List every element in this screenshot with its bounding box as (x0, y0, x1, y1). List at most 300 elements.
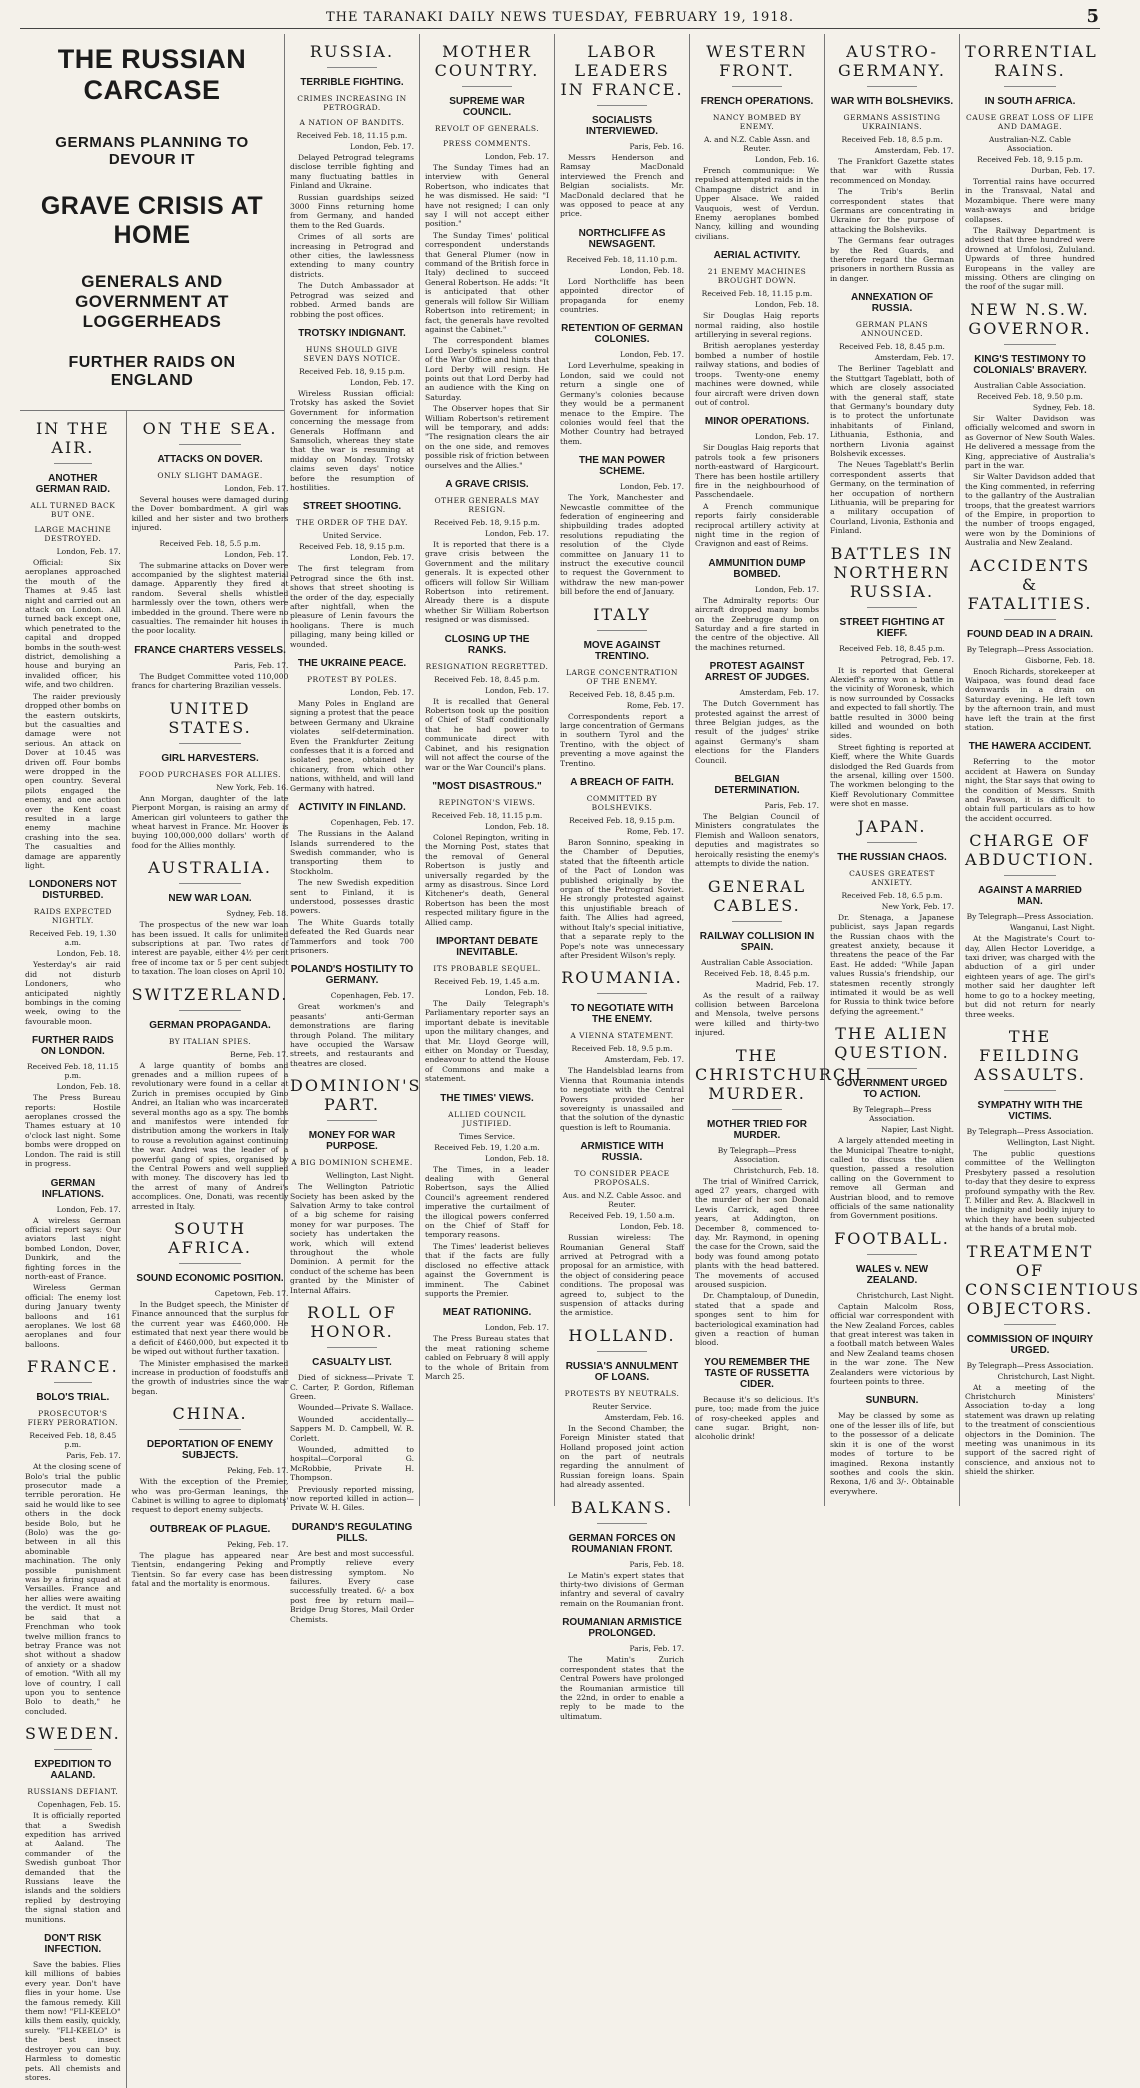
dateline: London, Feb. 18. (485, 821, 549, 831)
columns-area (20, 34, 1140, 2082)
subheading: REPINGTON'S VIEWS. (438, 797, 536, 807)
section-title: ROUMANIA. (561, 968, 683, 988)
article (830, 1024, 954, 1221)
paragraph: It is recalled that General Robertson took up the position of Chief of Staff conditionally that he had power to communicate direct with Cabinet, and his resignation will not affect the course of the war or the War Council's plans. (425, 696, 549, 772)
dateline: London, Feb. 17. (224, 549, 289, 559)
dateline: Rome, Feb. 17. (626, 700, 684, 710)
paragraph: The first telegram from Petrograd since the 6th inst. shows that street shooting is the order of the day, especially after nightfall, when the pleasure of Lenin favours the hooligans. There is much pillaging, many being killed or wounded. (290, 564, 414, 649)
paragraph: Great workmen's and peasants' anti-German demonstrations are flaring through Poland. The military have occupied the Warsaw streets, and restaurants and theatres are closed. (290, 1002, 414, 1068)
column-6 (690, 34, 864, 1506)
dateline: By Telegraph—Press Association. (966, 644, 1094, 654)
article (290, 501, 414, 649)
subheading: THE TIMES' VIEWS. (440, 1092, 534, 1104)
paragraph: Wounded accidentally—Sappers M. D. Campbell, W. R. Corlett. (290, 1414, 414, 1443)
dateline: Peking, Feb. 17. (227, 1466, 289, 1476)
section-title: THE ALIEN QUESTION. (834, 1024, 950, 1063)
paragraph: The new Swedish expedition sent to Finland, it is understood, possesses drastic powers. (290, 878, 414, 916)
divider (54, 1382, 92, 1383)
paragraph: The Dutch Government has protested against the arrest of three Belgian judges, as the result of the judges' strike against Germany's sham elections for the Flanders Council. (695, 699, 819, 765)
dateline: London, Feb. 18. (620, 265, 684, 275)
article (560, 228, 684, 315)
divider (867, 1254, 917, 1255)
subheading: MINOR OPERATIONS. (704, 416, 810, 428)
subheading: A NATION OF BANDITS. (299, 118, 405, 127)
subheading: HUNS SHOULD GIVE SEVEN DAYS NOTICE. (303, 344, 401, 363)
section-title: BATTLES IN NORTHERN RUSSIA. (830, 543, 954, 601)
article (560, 968, 684, 1132)
subheading: NORTHCLIFFE AS NEWSAGENT. (578, 227, 666, 250)
subheading: STREET SHOOTING. (302, 501, 402, 513)
subheading: DEPORTATION OF ENEMY SUBJECTS. (146, 1439, 274, 1462)
column-1 (20, 411, 127, 2088)
dateline: Australian Cable Association. (701, 957, 813, 967)
paragraph: The prospectus of the new war loan has been issued. It calls for unlimited subscriptions at par. Two rates of interest are payable, either 4½ per cent free of income tax or 5 per cent subject to taxation. The loan closes on April 10. (131, 920, 289, 977)
dateline: London, Feb. 17. (485, 152, 549, 161)
headline-generals-government: GENERALS AND GOVERNMENT AT LOGGERHEADS (75, 272, 229, 331)
subheading: OUTBREAK OF PLAGUE. (149, 1523, 271, 1535)
dateline: Received Feb. 18, 11.10 p.m. (566, 254, 678, 264)
paragraph: Previously reported missing, now reported killed in action—Private W. H. Giles. (290, 1484, 414, 1513)
subheading: FURTHER RAIDS ON LONDON. (31, 1035, 114, 1058)
dateline: Paris, Feb. 17. (764, 801, 819, 811)
paragraph: The Neues Tageblatt's Berlin correspondent asserts that Germany, on the termination of her occupation of northern Lithuania, will be preparing for a military occupation of Courland, Livonia, Esthonia and Finland. (830, 460, 954, 536)
paragraph: May be classed by some as one of the lesser ills of life, but to the possessor of a delicate skin it is one of the worst modes of torture to be imagined. Rexona instantly soothes and cools the skin. Rexona, 1/6 and 3/-. Obtainable everywhere. (830, 1411, 954, 1496)
article (965, 556, 1095, 733)
dateline: London, Feb. 17. (224, 484, 289, 493)
paragraph: Russian wireless: The Roumanian General Staff arrived at Petrograd with a proposal for an armistice, with the object of considering peace conditions. The proposal was agreed to, subject to the suspension of attacks during the armistice. (560, 1233, 684, 1318)
subheading: PROTEST BY POLES. (307, 675, 397, 685)
subheading: GERMANS ASSISTING UKRAINIANS. (843, 113, 941, 131)
paragraph: Colonel Repington, writing in the Morning Post, states that the removal of General Robertson is justly and universally regarded by the army as disastrous. Since Lord Kitchener's death, General Robertson has been the most respected military figure in the Allied camp. (425, 832, 549, 927)
dateline: Rome, Feb. 17. (626, 827, 684, 837)
lead-block (20, 34, 289, 2082)
paragraph: The Press Bureau states that the meat rationing scheme cabled on February 8 will apply to the whole of Britain from March 25. (425, 1334, 549, 1381)
subheading: CASUALTY LIST. (312, 1357, 392, 1369)
dateline: Received Feb. 19, 1.20 a.m. (434, 1142, 540, 1152)
divider (54, 463, 92, 464)
subheading: PROTESTS BY NEUTRALS. (564, 1388, 680, 1398)
dateline: Durban, Feb. 17. (1030, 166, 1095, 175)
paragraph: In the Second Chamber, the Foreign Minister stated that Holland proposed joint action on the part of neutrals regarding the annulment of Russian foreign loans. Spain had already assented. (560, 1423, 684, 1490)
article (25, 419, 121, 870)
section-title: NEW N.S.W. GOVERNOR. (968, 299, 1092, 338)
dateline: Received Feb. 18, 8.45 p.m. (569, 689, 675, 699)
section-title: SWITZERLAND. (131, 984, 289, 1004)
divider (597, 1523, 647, 1524)
section-title: JAPAN. (857, 816, 927, 836)
section-title: HOLLAND. (568, 1325, 676, 1345)
dateline: New York, Feb. 16. (216, 782, 289, 792)
dateline: London, Feb. 18. (56, 949, 121, 959)
paragraph: Le Matin's expert states that thirty-two divisions of German infantry and several of cavalry remain on the Roumanian front. (560, 1570, 684, 1608)
divider (462, 86, 512, 87)
subheading: TERRIBLE FIGHTING. (300, 77, 404, 88)
paragraph: Died of sickness—Private T. C. Carter, P. Gordon, Rifleman Green. (290, 1373, 414, 1401)
article (290, 1303, 414, 1513)
subheading: REVOLT OF GENERALS. (434, 124, 540, 133)
subheading: A BREACH OF FAITH. (570, 777, 674, 789)
paragraph: Crimes of all sorts are increasing in Petrograd and other cities, the lawlessness extending to many country districts. (290, 232, 414, 279)
article (965, 831, 1095, 1019)
divider (327, 67, 377, 68)
section-title: SWEDEN. (25, 1724, 121, 1744)
article (132, 1219, 289, 1396)
dateline: Wellington, Last Night. (325, 1171, 414, 1181)
dateline: Received Feb. 18, 8.45 p.m. (704, 968, 810, 978)
article (965, 300, 1095, 548)
article (25, 1724, 121, 1924)
dateline: Received Feb. 18, 8.45 p.m. (29, 1431, 117, 1450)
dateline: London, Feb. 18. (485, 987, 549, 997)
subheading: ALLIED COUNCIL JUSTIFIED. (448, 1109, 526, 1128)
headline-germans-planning: GERMANS PLANNING TO DEVOUR IT (55, 134, 249, 168)
subheading: RETENTION OF GERMAN COLONIES. (561, 323, 683, 346)
paragraph: The Berliner Tageblatt and the Stuttgart Tageblatt, both of which are closely associated with the general staff, state that Germany's boundary duty is to protect the unfortunate inhabitants of Finland, Lithuania, Esthonia, and northern Livonia against Bolshevik excesses. (830, 364, 954, 458)
article (830, 292, 954, 535)
article (830, 1395, 954, 1496)
lead-headlines (20, 34, 284, 410)
subheading: FOUND DEAD IN A DRAIN. (967, 628, 1093, 640)
dateline: Australian-N.Z. Cable Association. (989, 135, 1071, 153)
paragraph: The Germans fear outrages by the Red Guards, and therefore regard the German prisoners in northern Russia as in danger. (830, 236, 954, 283)
dateline: London, Feb. 17. (620, 482, 684, 492)
dateline: London, Feb. 17. (350, 688, 414, 698)
paragraph: At the closing scene of Bolo's trial the public prosecutor made a terrible peroration. He said he would like to see others in the dock beside Bolo, but he (Bolo) was the go-between in all this abominable machination. The only possible punishment was by a firing squad at Versailles. France and her allies were awaiting the verdict. It must not be said that a Frenchman who took twelve million francs to betray France was not shot without a shadow of anxiety or a shadow of emotion. "With all my love of country, I call upon you to sentence Bolo to death," he concluded. (25, 1462, 121, 1716)
headline-russian-carcase: THE RUSSIAN CARCASE (57, 44, 247, 105)
subheading: CAUSES GREATEST ANXIETY. (849, 868, 935, 887)
article (25, 879, 121, 1026)
section-title: THE FEILDING ASSAULTS. (974, 1026, 1086, 1084)
subheading: MOTHER TRIED FOR MURDER. (707, 1118, 807, 1141)
paragraph: Wounded, admitted to hospital—Corporal G. McRobbie, Private H. Thompson. (290, 1444, 414, 1483)
subheading: PROSECUTOR'S FIERY PERORATION. (27, 1409, 119, 1428)
paragraph: The public questions committee of the Wellington Presbytery passed a resolution to-day that they desire to express profound sympathy with the Rev. T. Miller and Rev. A. Blackwell in the indignity and bodily injury to which they have been subjected at the hands of a brutal mob. (965, 1148, 1095, 1234)
paragraph: British aeroplanes yesterday bombed a number of hostile railway stations, and bodies of troops. Twenty-one enemy machines were downed, while four aircraft were driven down out of control. (695, 341, 819, 407)
subheading: A GRAVE CRISIS. (445, 479, 529, 490)
paragraph: The Handelsblad learns from Vienna that Roumania intends to negotiate with the Central Powers provided her sovereignty is unassailed and that the solution of the dynastic question is left to Roumania. (560, 1066, 684, 1132)
paragraph: A French communique reports fairly considerable reciprocal artillery activity at night time in the region of Cravignon and east of Reims. (695, 501, 819, 549)
article (695, 250, 819, 407)
divider (867, 86, 917, 87)
paragraph: It is officially reported that a Swedish expedition has arrived at Aaland. The commander of the Swedish gunboat Thor demanded that the Russians leave the islands and the soldiers replied by destroying the signal station and munitions. (25, 1811, 121, 1924)
subheading: AERIAL ACTIVITY. (713, 250, 801, 262)
divider (327, 1120, 377, 1121)
subheading: ACTIVITY IN FINLAND. (298, 802, 406, 814)
dateline: By Telegraph—Press Association. (717, 1145, 797, 1164)
divider (867, 842, 917, 843)
article (965, 1241, 1140, 1477)
dateline: New York, Feb. 17. (881, 901, 954, 911)
dateline: Copenhagen, Feb. 15. (37, 1800, 121, 1810)
divider (179, 444, 242, 445)
dateline: Received Feb. 18, 11.15 p.m. (701, 289, 813, 299)
article (695, 661, 819, 765)
subheading: PRESS COMMENTS. (443, 139, 531, 148)
paragraph: The Budget Committee voted 110,000 francs for chartering Brazilian vessels. (131, 671, 289, 691)
article (830, 817, 954, 1016)
page-number: 5 (1086, 6, 1100, 27)
subheading: ONLY SLIGHT DAMAGE. (157, 471, 263, 480)
subheading: ARMISTICE WITH RUSSIA. (580, 1141, 664, 1164)
column-2 (127, 411, 294, 2088)
subheading: RESIGNATION REGRETTED. (425, 661, 549, 671)
paragraph: Delayed Petrograd telegrams disclose terrible fighting and many fluctuating battles in Finland and Ukraine. (290, 153, 414, 191)
dateline: Petrograd, Feb. 17. (880, 654, 954, 664)
article (132, 1404, 289, 1515)
dateline: Peking, Feb. 17. (227, 1539, 289, 1549)
section-title: DOMINION'S PART. (290, 1076, 422, 1115)
paragraph: The Daily Telegraph's Parliamentary reporter says an important debate is inevitable upon the military changes, and that Mr. Lloyd George will, either on Monday or Tuesday, endeavour to attend the House of Commons and make a statement. (425, 998, 549, 1084)
paragraph: The Press Bureau reports: Hostile aeroplanes crossed the Thames estuary at 10 o'clock last night. Some bombs were dropped on London. The raid is still in progress. (25, 1093, 121, 1169)
section-title: CHINA. (172, 1404, 248, 1424)
paragraph: The Times, in a leader dealing with General Robertson, says the Allied Council's agreement rendered imperative the curtailment of the illogical powers conferred on the Chief of Staff for temporary reasons. (425, 1164, 549, 1240)
dateline: London, Feb. 17. (485, 685, 549, 695)
paragraph: Save the babies. Flies kill millions of babies every year. Don't have flies in your home. Use the famous remedy. Kill them now! "FLI-KEELO" kills them easily, quickly, surely. "FLI-KEELO" is the best insect destroyer you can buy. Harmless to domestic pets. All chemists and stores. (25, 1960, 121, 2082)
paragraph: A largely attended meeting in the Municipal Theatre to-night, called to discuss the alien question, passed a resolution calling on the Government to remove all German and Austrian blood, and to remove officials of the same nationality from Government positions. (830, 1136, 954, 1221)
dateline: Received Feb. 18, 9.15 p.m. (299, 542, 405, 552)
paragraph: The Minister emphasised the marked increase in production of foodstuffs and the growth of industries since the war began. (131, 1358, 289, 1396)
subheading: BELGIAN DETERMINATION. (714, 774, 800, 797)
dateline: Amsterdam, Feb. 16. (604, 1412, 684, 1422)
column-4 (420, 34, 555, 1506)
article (425, 634, 549, 772)
divider (327, 1347, 377, 1348)
dateline: Received Feb. 18, 11.15 p.m. (27, 1062, 119, 1081)
dateline: Received Feb. 18, 8.45 p.m. (434, 674, 540, 684)
dateline: London, Feb. 17. (350, 553, 414, 563)
dateline: London, Feb. 17. (620, 350, 684, 360)
dateline: Received Feb. 18, 9.50 p.m. (977, 391, 1083, 401)
dateline: Berne, Feb. 17. (230, 1049, 289, 1059)
article (425, 479, 549, 625)
article (290, 42, 414, 319)
subheading: THE HAWERA ACCIDENT. (968, 741, 1092, 753)
dateline: London, Feb. 17. (755, 432, 819, 442)
subheading: STREET FIGHTING AT KIEFF. (839, 616, 945, 639)
section-title: WESTERN FRONT. (706, 42, 808, 80)
divider (179, 1010, 242, 1011)
paragraph: Captain Malcolm Ross, official war correspondent with the New Zealand Forces, cables that great interest was taken in a football match between Wales and New Zealand teams chosen in the war zone. The New Zealanders were victorious by fourteen points to three. (830, 1301, 954, 1387)
section-title: ITALY (593, 604, 651, 624)
paragraph: Enoch Richards, storekeeper at Waipaoa, was found dead face downwards in a drain on Saturday evening. He left town by the afternoon train, and must have left the train at the first station. (965, 666, 1095, 732)
divider (732, 1109, 782, 1110)
subheading: FRENCH OPERATIONS. (700, 96, 814, 107)
subheading: GERMAN PLANS ANNOUNCED. (855, 320, 929, 339)
dateline: By Telegraph—Press Association. (852, 1105, 932, 1124)
paragraph: With the exception of the Premier, who was pro-German leanings, the Cabinet is willing to agree to diplomats' request to deport enemy subjects. (131, 1477, 289, 1515)
dateline: Received Feb. 19, 1.45 a.m. (434, 976, 540, 986)
paragraph: In the Budget speech, the Minister of Finance announced that the surplus for the current year was £460,000. He estimated that next year there would be a deficit of £460,000, but expected it to be wiped out without further taxation. (131, 1300, 289, 1357)
paragraph: It is reported that there is a grave crisis between the Government and the military generals. It is expected other officers will follow Sir William Robertson into retirement. Already there is a dispute whether Sir William Robertson resigned or was dismissed. (425, 540, 549, 625)
subheading: EXPEDITION TO AALAND. (34, 1759, 112, 1782)
column-3 (285, 34, 422, 1624)
dateline: Paris, Feb. 17. (629, 1644, 684, 1654)
divider (179, 883, 242, 884)
dateline: London, Feb. 18. (56, 1082, 121, 1092)
subheading: TROTSKY INDIGNANT. (298, 327, 406, 339)
paragraph: The raider previously dropped other bombs on the eastern outskirts, but the casualties and damage were not serious. An attack on Dover at 10.45 was driven off. Four bombs were dropped in the open country. Several pilots engaged the enemy, and one action over the Kent coast resulted in a large enemy machine crashing into the sea. The casualties and damage are apparently light. (25, 691, 121, 870)
article (425, 1093, 549, 1299)
article (25, 1035, 121, 1168)
subheading: MONEY FOR WAR PURPOSE. (308, 1130, 396, 1153)
dateline: United Service. (322, 531, 382, 541)
article (132, 858, 289, 976)
section-title: SOUTH AFRICA. (168, 1219, 252, 1258)
article (290, 802, 414, 955)
paragraph: The Railway Department is advised that three hundred were drowned at Umfolosi, Zululand. Upwards of three hundred Europeans in the valley are missing. Others are clinging on the roof of the sugar mill. (965, 226, 1095, 292)
dateline: Received Feb. 19, 1.50 a.m. (569, 1211, 675, 1221)
subheading: RUSSIANS DEFIANT. (27, 1787, 119, 1797)
dateline: Paris, Feb. 17. (233, 660, 289, 670)
paragraph: Sir Walter Davidson was officially welcomed and sworn in as Governor of New South Wales. He delivered a message from the King, appreciative of Australia's part in the war. (965, 413, 1095, 470)
subheading: RUSSIA'S ANNULMENT OF LOANS. (565, 1360, 679, 1383)
paragraph: The Times' leaderist believes that if the facts are fully disclosed no effective attack against the Government is imminent. The Cabinet supports the Premier. (425, 1241, 549, 1298)
dateline: London, Feb. 17. (485, 1323, 549, 1333)
paragraph: Wireless German official: The enemy lost during January twenty balloons and 161 aeroplanes. We lost 68 aeroplanes and four balloons. (25, 1283, 121, 1349)
dateline: London, Feb. 18. (485, 1153, 549, 1163)
dateline: A. and N.Z. Cable Assn. and Reuter. (703, 135, 811, 153)
subheading: TO CONSIDER PEACE PROPOSALS. (574, 1169, 670, 1188)
paragraph: Torrential rains have occurred in the Transvaal, Natal and Mozambique. There were many wash-aways and bridge collapses. (965, 177, 1095, 224)
dateline: Received Feb. 18, 9.15 p.m. (977, 155, 1083, 164)
subheading: COMMITTED BY BOLSHEVIKS. (586, 794, 658, 813)
article (425, 1307, 549, 1381)
paragraph: The Wellington Patriotic Society has been asked by the Salvation Army to take control of a big scheme for raising money for war purposes. The society has undertaken the work, which will extend throughout the whole Dominion. A permit for the conduct of the scheme has been granted by the Minister of Internal Affairs. (290, 1182, 414, 1295)
dateline: London, Feb. 17. (350, 142, 414, 151)
article (695, 774, 819, 868)
subheading: A BIG DOMINION SCHEME. (291, 1158, 413, 1168)
article (132, 985, 289, 1212)
paragraph: The Belgian Council of Ministers congratulates the Flemish and Walloon senators, deputies and magistrates so heroically resisting the enemy's attempts to divide the nation. (695, 812, 819, 869)
divider (732, 86, 782, 87)
paragraph: The submarine attacks on Dover were accompanied by the slightest material damage. Apparently they fired at random. Several shells whistled harmlessly over the town, others were imbedded in the ground. There were no casualties. The remainder hit houses in the poor locality. (131, 560, 289, 636)
paragraph: The plague has appeared near Tientsin, endangering Peking and Tientsin. So far every case has been fatal and the mortality is enormous. (131, 1550, 289, 1588)
dateline: Napier, Last Night. (881, 1125, 954, 1135)
masthead-title: THE TARANAKI DAILY NEWS TUESDAY, FEBRUARY 19, 1918. (325, 9, 795, 25)
article (560, 1326, 684, 1490)
subheading: SOCIALISTS INTERVIEWED. (585, 115, 659, 137)
dateline: Received Feb. 18, 9.15 p.m. (569, 816, 675, 826)
subheading: CRIMES INCREASING IN PETROGRAD. (297, 94, 407, 112)
paragraph: Russian guardships seized 3000 Finns returning home from Germany, and handed them to the Red Guards. (290, 192, 414, 230)
divider (1004, 875, 1056, 876)
dateline: Aus. and N.Z. Cable Assoc. and Reuter. (562, 1191, 682, 1210)
paragraph: Street fighting is reported at Kieff, where the White Guards dislodged the Red Guards from the arsenal, killing over 1500. The workmen belonging to the Kieff Revolutionary Committee were shot en masse. (830, 742, 954, 809)
article (560, 1498, 684, 1609)
paragraph: The Matin's Zurich correspondent states that the Central Powers have prolonged the Roumanian armistice till the 22nd, in order to enable a reply to be made to the ultimatum. (560, 1655, 684, 1721)
subheading: GIRL HARVESTERS. (161, 752, 259, 764)
dateline: Amsterdam, Feb. 17. (874, 146, 954, 155)
dateline: Capetown, Feb. 17. (214, 1289, 289, 1299)
article (695, 1357, 819, 1442)
dateline: Received Feb. 18, 9.5 p.m. (571, 1044, 673, 1054)
subheading: GERMAN FORCES ON ROUMANIAN FRONT. (568, 1532, 676, 1555)
lead-columns (20, 410, 289, 2088)
subheading: ROUMANIAN ARMISTICE PROLONGED. (562, 1617, 682, 1640)
paragraph: Many Poles in England are signing a protest that the peace between Germany and Ukraine violates self-determination. Even the Frankfurter Zeitung confesses that it is a forced and isolated peace, obtained by chicanery, from which other nations, withheld, and will land Germany with hatred. (290, 699, 414, 793)
dateline: Received Feb. 18, 9.15 p.m. (434, 518, 540, 527)
subheading: WAR WITH BOLSHEVIKS. (830, 96, 954, 107)
dateline: Wellington, Last Night. (1006, 1137, 1095, 1147)
article (560, 455, 684, 596)
article (425, 42, 549, 470)
article (965, 741, 1095, 823)
article (132, 539, 289, 636)
dateline: Australian Cable Association. (974, 380, 1086, 390)
article (830, 42, 954, 283)
section-title: RUSSIA. (309, 42, 395, 61)
divider (867, 607, 917, 608)
section-title: ROLL OF HONOR. (307, 1303, 397, 1342)
dateline: Madrid, Feb. 17. (755, 979, 819, 989)
paragraph: Sir Douglas Haig reports normal raiding, also hostile artillerying in several regions. (695, 311, 819, 340)
paragraph: Because it's so delicious. It's pure, too; made from the juice of rosy-cheeked apples and cane sugar. Bright, non-alcoholic drink! (695, 1394, 819, 1442)
article (290, 964, 414, 1068)
article (132, 1524, 289, 1589)
section-title: ACCIDENTS & FATALITIES. (967, 555, 1093, 613)
section-title: BALKANS. (570, 1497, 674, 1517)
paragraph: Lord Leverhulme, speaking in London, said we could not return a single one of Germany's colonies because they would be a permanent menace to the Empire. The colonies would feel that the Mother Country had betrayed them. (560, 361, 684, 446)
subheading: TO NEGOTIATE WITH THE ENEMY. (570, 1003, 674, 1026)
paragraph: The Frankfort Gazette states that war with Russia recommenced on Monday. (830, 157, 954, 185)
paragraph: It is reported that General Alexieff's army won a battle in the vicinity of Woronesk, which is now surrounded by Cossacks and expected to fall shortly. The battle resulted in 3000 being killed and wounded on both sides. (830, 665, 954, 741)
article (695, 558, 819, 652)
paragraph: Wireless Russian official: Trotsky has asked the Soviet Government for information concerning the message from Generals Hoffmann and Samsolich, whereas they state that the war is resuming at midday on Monday. Trotsky claims seven days' notice before the resumption of hostilities. (290, 388, 414, 492)
masthead (20, 6, 1100, 29)
section-title: AUSTRO-GERMANY. (837, 42, 947, 80)
subheading: ALL TURNED BACK BUT ONE. (30, 501, 116, 519)
subheading: SUPREME WAR COUNCIL. (449, 96, 525, 118)
paragraph: The Sunday Times' political correspondent understands that General Plumer (now in command of the British force in Italy) declined to succeed General Robertson. He adds: "It is anticipated that other generals will follow Sir William Robertson into retirement; in fact, the generals have revolted against the Cabinet." (425, 230, 549, 334)
article (695, 42, 819, 241)
article (560, 323, 684, 446)
paragraph: Several houses were damaged during the Dover bombardment. A girl was killed and her sister and two brothers injured. (131, 495, 289, 533)
column-7 (825, 34, 960, 1506)
subheading: THE ORDER OF THE DAY. (296, 518, 408, 528)
paragraph: The trial of Winifred Carrick, aged 27 years, charged with the murder of her son Donald Lewis Carrick, aged three years, at Addington, on December 8, commenced to-day. Mr. Raymond, in opening the case for the Crown, said the body was found among potato plants with the head battered. The movements of accused aroused suspicion. (695, 1176, 819, 1289)
paragraph: The Russians in the Aaland Islands surrendered to the Swedish commander, who is transporting them to Stockholm. (290, 829, 414, 876)
section-title: TORRENTIAL RAINS. (965, 42, 1098, 80)
dateline: Received Feb. 18, 6.5 p.m. (841, 890, 943, 900)
divider (867, 1068, 917, 1069)
subheading: PROTEST AGAINST ARREST OF JUDGES. (704, 661, 810, 684)
article (132, 699, 289, 850)
subheading: BY ITALIAN SPIES. (168, 1036, 252, 1046)
paragraph: Baron Sonnino, speaking in the Chamber of Deputies, stated that the fifteenth article of the Pact of London was published originally by the organ of the Petrograd Soviet. He strongly protested against this unjustifiable breach of faith. The Allies had agreed, without Italy's special initiative, that a separate reply to the Pope's note was unnecessary after President Wilson's reply. (560, 838, 684, 960)
section-title: LABOR LEADERS IN FRANCE. (560, 42, 684, 99)
divider (1004, 344, 1056, 345)
dateline: London, Feb. 18. (620, 1222, 684, 1232)
dateline: London, Feb. 17. (56, 547, 121, 556)
dateline: By Telegraph—Press Association. (966, 1360, 1094, 1370)
dateline: Received Feb. 19, 1.30 a.m. (29, 929, 117, 948)
paragraph: Dr. Stenaga, a Japanese publicist, says Japan regards the Russian chaos with the greatest anxiety, because it threatens the peace of the Far East. He added: "While Japan values Russia's friendship, our statesmen recently strongly intimated it would be as well for Russia to think twice before defying the agreement." (830, 912, 954, 1016)
dateline: Christchurch, Last Night. (997, 1371, 1095, 1381)
paragraph: The White Guards totally defeated the Red Guards near Tammerfors and took 700 prisoners. (290, 917, 414, 955)
divider (54, 1749, 92, 1750)
dateline: Sydney, Feb. 18. (1032, 402, 1095, 412)
subheading: OTHER GENERALS MAY RESIGN. (434, 496, 540, 514)
article (290, 328, 414, 492)
subheading: THE UKRAINE PEACE. (297, 658, 407, 670)
article (25, 1357, 121, 1716)
subheading: LONDONERS NOT DISTURBED. (28, 879, 117, 902)
divider (179, 1263, 242, 1264)
dateline: By Telegraph—Press Association. (966, 1126, 1094, 1136)
paragraph: The Dutch Ambassador at Petrograd was seized and robbed. Armed bands are robbing the post offices. (290, 281, 414, 319)
article (290, 1076, 422, 1295)
dateline: London, Feb. 17. (56, 1204, 121, 1214)
